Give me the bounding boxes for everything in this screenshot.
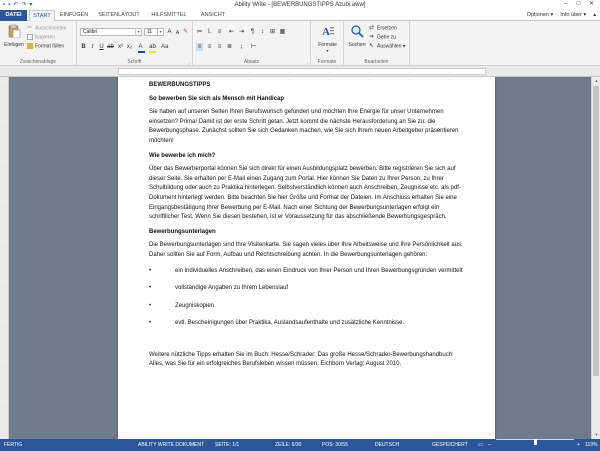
font-color-bar [138,51,145,53]
copy-icon [27,34,33,40]
format-painter-label: Format füllen [35,43,65,50]
ruler-tick: · [209,70,211,75]
ribbon-tabs [0,10,600,21]
status-position: POS: 30/55 [322,442,348,448]
minimize-button[interactable]: – [563,1,568,7]
ruler-tick: · [2,165,4,170]
font-family-value: Calibri [83,29,98,35]
status-bar [0,439,600,451]
font-group-label: Schrift [127,59,142,65]
paste-button[interactable] [3,24,25,48]
status-saved: GESPEICHERT [432,442,468,448]
ruler-tick: · [2,245,4,250]
font-size-select[interactable] [144,28,164,36]
list-item-text: evtl. Bescheinigungen über Praktika, Auslandsaufenthalte und zusätzliche Kenntnisse. [175,320,405,327]
redo-icon[interactable]: ↷ [21,2,27,8]
replace-label: Ersetzen [377,25,397,32]
cut-label: Ausschneiden [35,25,67,32]
tab-insert[interactable]: EINFÜGEN [59,12,89,18]
outline-list-icon[interactable]: ≡ [217,29,222,35]
close-button[interactable]: ✕ [588,1,595,7]
zoom-slider-knob[interactable] [534,439,537,445]
edit-group [344,21,410,66]
save-icon[interactable]: ▪ [8,2,11,8]
document-page[interactable] [118,77,495,439]
formats-button[interactable] [314,24,341,53]
grow-font-icon[interactable]: A [167,29,172,35]
bullet-symbol: • [149,302,152,309]
ruler-tick: · [2,285,4,290]
window-title: Ability Write - [BEWERBUNGSTIPPS Azubi.aww] [234,2,366,8]
ruler-tick: · [129,70,131,75]
align-center-icon[interactable]: ≡ [207,44,212,50]
line-spacing-icon[interactable]: ↨ [240,44,243,50]
tab-view[interactable]: ANSICHT [200,12,226,18]
status-doc-type: ABILITY WRITE DOKUMENT [138,442,205,448]
ribbon [0,21,600,66]
superscript-icon[interactable]: x² [118,44,123,50]
edit-group-label: Bearbeiten [364,59,389,65]
justify-icon[interactable]: ≣ [226,44,233,50]
underline-icon[interactable]: U [99,44,104,50]
copy-button[interactable] [27,34,55,41]
dialog-launcher-icon[interactable]: ⌟ [188,60,190,65]
align-right-icon[interactable]: ≡ [217,44,222,50]
ruler-tick: · [289,70,291,75]
clipboard-group [0,21,77,66]
list-item [149,319,467,329]
about-menu[interactable]: Info über ▾ [560,12,587,18]
ruler-tick: · [169,70,171,75]
status-language[interactable]: DEUTSCH [375,442,400,448]
ruler-tick: · [2,365,4,370]
search-button[interactable] [346,24,368,48]
maximize-button[interactable]: □ [576,1,581,7]
bullet-symbol: • [149,267,152,274]
select-button[interactable] [369,43,405,50]
italic-icon[interactable]: I [91,44,94,50]
doc-paragraph-docs: Die Bewerbungsunterlagen sind Ihre Visitenkarte. Sie sagen vieles über Ihre Arbeitsweise und Ihre Persönlichkeit aus. Daher sollten Sie auf Form, Aufbau und Rechtschreibung achten. In die Bewerbungsunterlagen gehören: [149,242,463,258]
ruler-tick: · [2,325,4,330]
title-bar [0,0,600,10]
borders-icon[interactable]: ⊞ [269,29,276,35]
tab-stops-icon[interactable]: ⊢ [250,44,257,50]
qat-dropdown-icon[interactable]: ▾ [29,2,33,8]
tab-tools[interactable]: HILFSMITTEL [151,12,187,18]
list-item [149,302,467,312]
bullet-list-icon[interactable]: ≔ [196,29,203,35]
sort-icon[interactable]: ↕ [261,29,264,35]
chevron-down-icon: ▾ [401,43,406,50]
doc-subtitle: So bewerben Sie sich als Mensch mit Handicap [149,95,285,102]
shrink-font-icon[interactable]: A [175,30,180,36]
dialog-launcher-icon[interactable]: ⌟ [306,60,308,65]
paste-icon [7,24,21,38]
clipboard-group-label: Zwischenablage [19,59,57,65]
ribbon-collapse-icon[interactable]: ▴ [593,12,596,18]
list-item-text: Zeugniskopien [175,302,215,309]
tab-page-layout[interactable]: SEITENLAYOUT [98,12,140,18]
zoom-level[interactable]: 119% [585,442,598,448]
styles-icon [321,24,335,38]
doc-paragraph-tips: Weitere nützliche Tipps erhalten Sie im Buch: Hesse/Schrader: Das große Hesse/Schrader-Bewerbungshandbuch: Alles, was Sie für ein erfolgreiches Berufsleben wissen müssen; Eichborn Verlag; August 2010. [149,351,454,368]
ruler-tick: · [369,70,371,75]
ruler-tick: · [409,70,411,75]
chevron-down-icon: ▾ [135,29,141,35]
undo-icon[interactable]: ↶ [13,2,19,8]
zoom-out-icon[interactable]: – [488,442,491,448]
vertical-ruler[interactable] [0,77,9,439]
numbered-list-icon[interactable]: ⒈ [206,29,213,35]
list-item-text: ein individuelles Anschreiben, das einen Eindruck von Ihrer Person und Ihren Bewerbungsgründen vermittelt [175,267,463,274]
align-left-icon[interactable]: ≡ [197,44,202,50]
tab-file[interactable]: DATEI [0,10,27,21]
brush-icon [27,43,33,49]
horizontal-ruler[interactable] [0,66,600,77]
pilcrow-icon[interactable]: ¶ [250,29,255,35]
status-page: SEITE: 1/1 [215,442,240,448]
select-label: Auswählen [377,43,402,50]
ruler-tick: · [329,70,331,75]
zoom-in-icon[interactable]: + [577,442,580,448]
cut-button[interactable] [27,25,66,32]
highlight-color-bar [149,51,156,53]
ruler-tick: · [2,405,4,410]
bold-icon[interactable]: B [81,44,86,50]
font-family-select[interactable] [80,28,142,36]
doc-paragraph-intro: Sie haben auf unseren Seiten Ihren Berufswunsch gefunden und möchten Ihre Energie für unser Unternehmen einsetzen? Prima! Damit ist der erste Schritt getan. Jetzt kommt die nächste Herausforderung an Sie zu: die Bewerbungsphase. Zunächst sollten Sie sich Gedanken machen, wie Sie sich Ihrem neuen Arbeitgeber präsentieren möchten! [149,109,459,144]
font-color-icon[interactable]: A [138,44,143,50]
chevron-down-icon: ▾ [326,48,329,53]
font-size-value: 11 [147,29,153,35]
doc-paragraph-how: Über das Bewerberportal können Sie sich direkt für einen Ausbildungsplatz bewerben. Bitte registrieren Sie sich auf dieser Seite. Sie erhalten per E-Mail einen Zugang zum Portal. Hier können Sie Daten zu Ihrer Person, zu Ihrer Schulbildung oder auch zu Praktika hinterlegen. Selbstverständlich können auch Anschreiben, Zeugnisse etc. als pdf-Dokument hinterlegt werden. Bitte beachten Sie hier Größe und Format der Dateien. Im Anschluss erhalten Sie eine Eingangsbestätigung Ihrer Bewerbung per E-Mail. Nach einer Sichtung der Bewerbungsunterlagen erfolgt ein schriftlicher Test. Wenn Sie diesen bestehen, ist er Voraussetzung für das abschließende Bewerbungsgespräch. [149,166,461,221]
ruler-tick: · [2,85,4,90]
svg-text:A: A [321,26,330,38]
ruler-tick: · [2,205,4,210]
ruler-tick: · [249,70,251,75]
window-controls [559,0,598,9]
search-label: Suchen [348,42,366,48]
doc-title: BEWERBUNGSTIPPS [149,82,211,88]
replace-icon: ⇄ [369,25,375,31]
tab-right-links [527,10,596,21]
app-icon: ▪ [3,2,6,8]
goto-icon: ➔ [369,34,375,40]
shading-icon[interactable]: ▦ [279,29,286,35]
ruler-tick: · [2,125,4,130]
goto-button[interactable] [369,34,396,41]
cursor-icon: ↖ [369,43,375,49]
bullet-symbol: • [149,320,152,327]
status-mode: FERTIG [4,442,23,448]
doc-heading-docs: Bewerbungsunterlagen [149,228,216,235]
vertical-scrollbar[interactable] [591,77,600,439]
status-line: ZEILE: 6/30 [275,442,302,448]
clear-format-icon[interactable]: ✎ [182,29,189,35]
paragraph-group-label: Absatz [243,59,260,65]
formats-group [311,21,344,66]
tab-start[interactable]: START [29,10,55,22]
change-case-icon[interactable]: Aa [161,44,169,50]
bullet-symbol: • [149,285,152,292]
format-painter-button[interactable] [27,43,64,50]
formats-group-label: Formate [317,59,337,65]
goto-label: Gehe zu [377,34,396,41]
list-item [149,284,467,294]
ruler-tick: · [449,70,451,75]
font-group [77,21,193,66]
layout-view-icon[interactable]: ▭ [478,442,483,448]
document-canvas [9,77,591,439]
formats-label: Formate [318,42,337,48]
scroll-down-icon[interactable]: ▼ [594,432,599,437]
increase-indent-icon[interactable]: ⇥ [238,29,245,35]
replace-button[interactable] [369,25,397,32]
document-body[interactable] [149,81,467,370]
list-item [149,267,467,277]
paste-label: Einfügen [4,42,24,48]
search-icon [350,24,364,38]
doc-heading-how: Wie bewerbe ich mich? [149,152,216,159]
strikethrough-icon[interactable]: ab [107,44,114,50]
copy-label: Kopieren [35,34,56,41]
list-item-text: vollständige Angaben zu Ihrem Lebenslauf [175,285,289,292]
paragraph-group [193,21,311,66]
subscript-icon[interactable]: x₂ [126,44,133,50]
highlight-icon[interactable]: ab [149,44,156,50]
decrease-indent-icon[interactable]: ⇤ [228,29,235,35]
chevron-down-icon: ▾ [157,29,163,35]
options-menu[interactable]: Optionen ▾ [526,12,554,18]
scissors-icon: ✂ [27,25,33,31]
scroll-up-icon[interactable]: ▲ [594,78,599,83]
ruler-page-area [118,68,486,75]
scrollbar-thumb[interactable] [593,86,599,376]
